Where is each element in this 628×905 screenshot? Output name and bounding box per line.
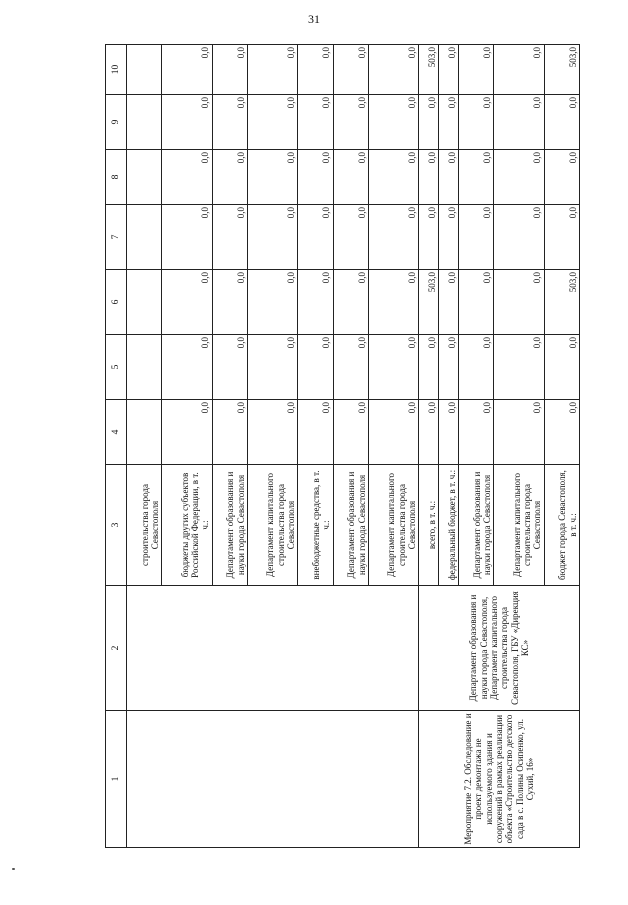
value-cell: 0,0 — [333, 270, 368, 335]
value-cell: 0,0 — [439, 335, 459, 400]
value-cell: 0,0 — [494, 400, 545, 465]
value-cell: 0,0 — [333, 400, 368, 465]
value-cell: 0,0 — [162, 270, 213, 335]
value-cell: 0,0 — [333, 95, 368, 150]
value-cell: 0,0 — [247, 400, 298, 465]
value-cell: 0,0 — [212, 45, 247, 95]
value-cell: 0,0 — [333, 150, 368, 205]
value-cell: 0,0 — [544, 150, 579, 205]
source-cell: всего, в т. ч.: — [419, 465, 439, 586]
column-header: 4 — [106, 400, 127, 465]
value-cell: 0,0 — [333, 45, 368, 95]
table-row — [127, 45, 162, 848]
source-cell: Департамент образования и науки города Севастополя — [459, 465, 494, 586]
value-cell: 0,0 — [298, 95, 333, 150]
column-header: 7 — [106, 205, 127, 270]
value-cell: 0,0 — [212, 95, 247, 150]
scan-speck — [12, 868, 15, 870]
value-cell-empty — [127, 45, 162, 95]
value-cell: 0,0 — [368, 205, 419, 270]
value-cell: 0,0 — [247, 150, 298, 205]
source-cell: Департамент капитального строительства города Севастополя — [247, 465, 298, 586]
value-cell: 0,0 — [494, 150, 545, 205]
value-cell: 503,0 — [419, 45, 439, 95]
value-cell: 0,0 — [247, 95, 298, 150]
source-cell: Департамент капитального строительства города Севастополя — [368, 465, 419, 586]
value-cell: 0,0 — [368, 270, 419, 335]
column-header: 8 — [106, 150, 127, 205]
value-cell: 0,0 — [368, 400, 419, 465]
value-cell: 503,0 — [419, 270, 439, 335]
value-cell: 0,0 — [459, 335, 494, 400]
source-cell: внебюджетные средства, в т. ч.: — [298, 465, 333, 586]
source-cell: Департамент образования и науки города Севастополя — [212, 465, 247, 586]
value-cell: 0,0 — [298, 400, 333, 465]
column-header: 10 — [106, 45, 127, 95]
column-header: 6 — [106, 270, 127, 335]
value-cell-empty — [127, 150, 162, 205]
source-cell: строительства города Севастополя — [127, 465, 162, 586]
value-cell: 0,0 — [459, 205, 494, 270]
value-cell: 0,0 — [544, 95, 579, 150]
value-cell: 0,0 — [162, 95, 213, 150]
value-cell: 503,0 — [544, 45, 579, 95]
value-cell: 0,0 — [162, 150, 213, 205]
value-cell: 0,0 — [212, 150, 247, 205]
value-cell: 0,0 — [298, 150, 333, 205]
value-cell: 0,0 — [162, 205, 213, 270]
executor-cell-empty — [127, 586, 419, 711]
value-cell: 0,0 — [419, 150, 439, 205]
measure-cell-empty — [127, 711, 419, 848]
table-row — [419, 45, 439, 848]
value-cell: 0,0 — [298, 335, 333, 400]
value-cell: 503,0 — [544, 270, 579, 335]
value-cell: 0,0 — [212, 400, 247, 465]
value-cell: 0,0 — [439, 150, 459, 205]
value-cell-empty — [127, 205, 162, 270]
value-cell: 0,0 — [544, 205, 579, 270]
value-cell: 0,0 — [162, 400, 213, 465]
value-cell: 0,0 — [459, 150, 494, 205]
column-header: 2 — [106, 586, 127, 711]
source-cell: Департамент капитального строительства города Севастополя — [494, 465, 545, 586]
value-cell: 0,0 — [459, 400, 494, 465]
value-cell: 0,0 — [494, 45, 545, 95]
value-cell-empty — [127, 335, 162, 400]
value-cell: 0,0 — [459, 270, 494, 335]
value-cell: 0,0 — [544, 400, 579, 465]
value-cell: 0,0 — [494, 95, 545, 150]
value-cell: 0,0 — [247, 45, 298, 95]
value-cell: 0,0 — [247, 335, 298, 400]
value-cell: 0,0 — [333, 335, 368, 400]
budget-table — [105, 44, 580, 848]
value-cell: 0,0 — [419, 95, 439, 150]
value-cell-empty — [127, 400, 162, 465]
value-cell: 0,0 — [439, 205, 459, 270]
value-cell: 0,0 — [368, 335, 419, 400]
source-cell: Департамент образования и науки города Севастополя — [333, 465, 368, 586]
value-cell: 0,0 — [333, 205, 368, 270]
value-cell: 0,0 — [212, 270, 247, 335]
value-cell: 0,0 — [368, 95, 419, 150]
value-cell: 0,0 — [459, 45, 494, 95]
source-cell: федеральный бюджет, в т. ч.: — [439, 465, 459, 586]
value-cell: 0,0 — [247, 205, 298, 270]
value-cell: 0,0 — [439, 270, 459, 335]
value-cell: 0,0 — [212, 205, 247, 270]
source-cell: бюджеты других субъектов Российской Федерации, в т. ч.: — [162, 465, 213, 586]
value-cell: 0,0 — [368, 45, 419, 95]
value-cell: 0,0 — [419, 400, 439, 465]
column-header: 9 — [106, 95, 127, 150]
value-cell: 0,0 — [494, 205, 545, 270]
value-cell: 0,0 — [439, 95, 459, 150]
source-cell: бюджет города Севастополя, в т. ч.: — [544, 465, 579, 586]
executor-cell: Департамент образования и науки города Севастополя, Департамент капитального строительства города Севастополя, ГБУ «Дирекция КС» — [419, 586, 580, 711]
column-header: 1 — [106, 711, 127, 848]
measure-cell: Мероприятие 7.2. Обследование и проект демонтажа не используемого здания и сооружений в рамках реализации объекта «Строительство детского сада в с. Полины Осипенко, ул. Сухий, 16» — [419, 711, 580, 848]
value-cell: 0,0 — [439, 400, 459, 465]
header-row — [106, 45, 127, 848]
value-cell: 0,0 — [162, 335, 213, 400]
page-number: 31 — [308, 12, 320, 26]
value-cell: 0,0 — [439, 45, 459, 95]
value-cell: 0,0 — [298, 205, 333, 270]
value-cell: 0,0 — [298, 45, 333, 95]
rotated-table-container — [105, 45, 580, 848]
column-header: 5 — [106, 335, 127, 400]
value-cell: 0,0 — [494, 270, 545, 335]
value-cell: 0,0 — [419, 205, 439, 270]
value-cell: 0,0 — [419, 335, 439, 400]
value-cell: 0,0 — [544, 335, 579, 400]
value-cell: 0,0 — [298, 270, 333, 335]
value-cell: 0,0 — [459, 95, 494, 150]
value-cell: 0,0 — [494, 335, 545, 400]
value-cell: 0,0 — [368, 150, 419, 205]
value-cell: 0,0 — [212, 335, 247, 400]
value-cell-empty — [127, 270, 162, 335]
value-cell-empty — [127, 95, 162, 150]
value-cell: 0,0 — [247, 270, 298, 335]
value-cell: 0,0 — [162, 45, 213, 95]
column-header: 3 — [106, 465, 127, 586]
